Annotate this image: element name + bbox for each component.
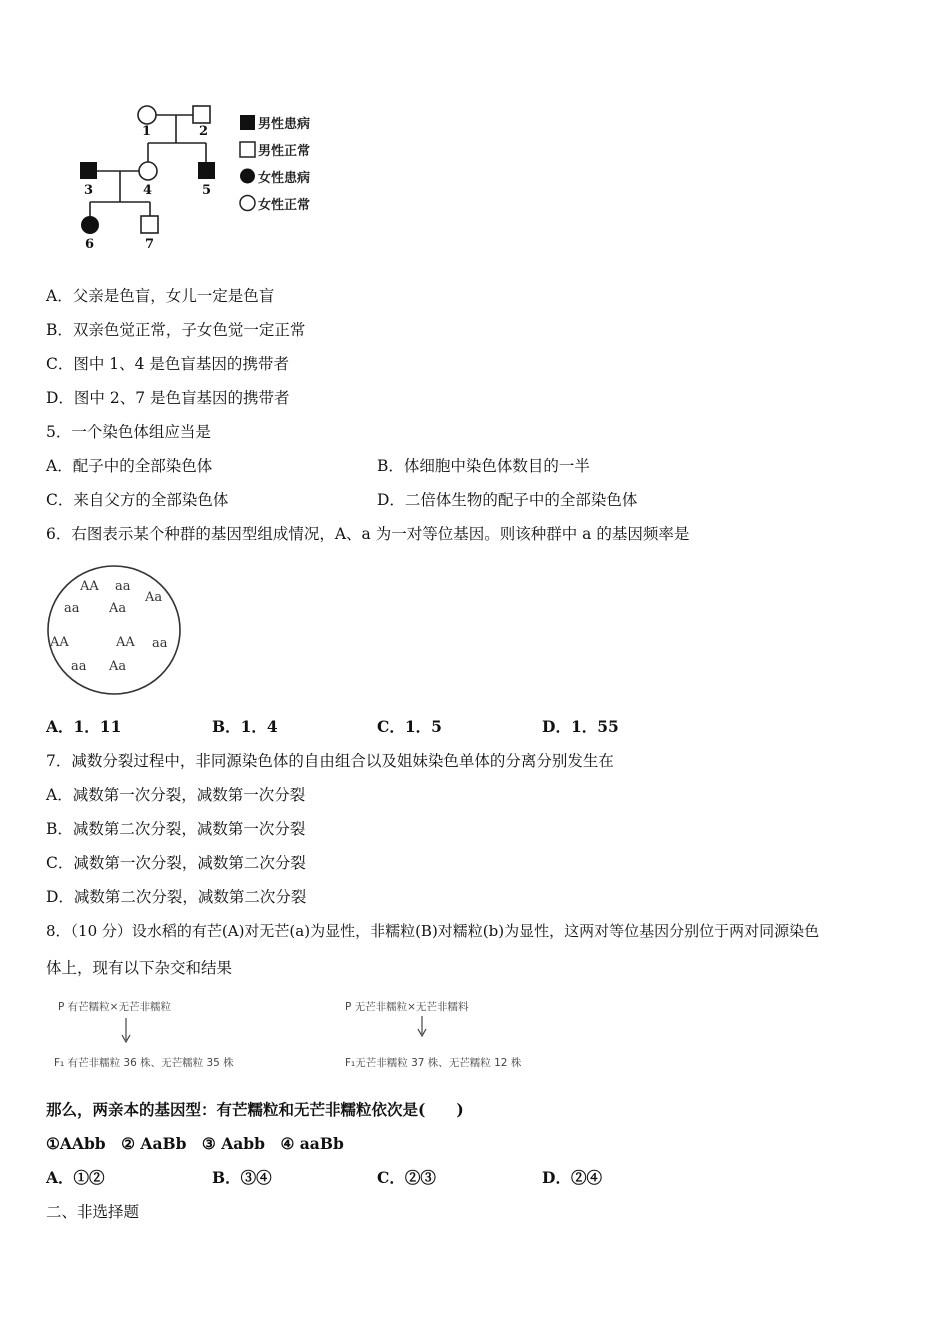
- q8-stem-line2: 体上，现有以下杂交和结果: [46, 959, 233, 977]
- q8-option-d: D．②④: [542, 1168, 602, 1187]
- q8-option-b: B．③④: [212, 1168, 272, 1187]
- individual-7-male-normal: [141, 216, 158, 233]
- population-circle-diagram: [44, 563, 184, 698]
- q8-option-c: C．②③: [377, 1168, 436, 1187]
- q8-stem-line1: 8．（10 分）设水稻的有芒(A)对无芒(a)为显性，非糯粒(B)对糯粒(b)为显性，这两对等位基因分别位于两对同源染色: [46, 922, 820, 940]
- q6-stem: 6．右图表示某个种群的基因型组成情况，A、a 为一对等位基因。则该种群中 a 的基因频率是: [46, 525, 690, 543]
- legend-female-normal-icon: [240, 196, 255, 211]
- q5-option-a: A．配子中的全部染色体: [46, 457, 213, 475]
- genotype-label: Aa: [145, 590, 163, 605]
- legend-female-normal: 女性正常: [258, 198, 311, 213]
- individual-4-female-normal: [139, 162, 157, 180]
- legend-male-normal-icon: [240, 142, 255, 157]
- q4-option-a: A．父亲是色盲，女儿一定是色盲: [46, 287, 275, 305]
- genotype-label: AA: [116, 635, 135, 650]
- individual-6-female-affected: [81, 216, 99, 234]
- q7-option-d: D．减数第二次分裂，减数第二次分裂: [46, 888, 307, 906]
- q8-question: 那么，两亲本的基因型：有芒糯粒和无芒非糯粒依次是( ): [46, 1100, 464, 1119]
- individual-3-male-affected: [80, 162, 97, 179]
- genotype-label: aa: [64, 601, 80, 616]
- q6-option-b: B．1．4: [212, 717, 278, 736]
- q8-choices: ①AAbb ② AaBb ③ Aabb ④ aaBb: [46, 1134, 344, 1153]
- q6-option-d: D．1．55: [542, 717, 619, 736]
- cross2-parents: P 无芒非糯粒×无芒非糯料: [345, 1001, 469, 1013]
- q7-stem: 7．减数分裂过程中，非同源染色体的自由组合以及姐妹染色单体的分离分别发生在: [46, 752, 614, 770]
- cross1-parents: P 有芒糯粒×无芒非糯粒: [58, 1001, 171, 1013]
- pedigree-number-6: 6: [85, 237, 95, 252]
- q6-option-c: C．1．5: [377, 717, 442, 736]
- genotype-label: AA: [50, 635, 69, 650]
- genotype-label: AA: [80, 579, 99, 594]
- q6-option-a: A．1．11: [46, 717, 122, 736]
- q7-option-b: B．减数第二次分裂，减数第一次分裂: [46, 820, 306, 838]
- genotype-label: aa: [152, 636, 168, 651]
- pedigree-number-4: 4: [143, 183, 153, 198]
- q5-option-c: C．来自父方的全部染色体: [46, 491, 229, 509]
- genotype-label: Aa: [109, 659, 127, 674]
- q5-option-b: B．体细胞中染色体数目的一半: [377, 457, 590, 475]
- genotype-label: aa: [115, 579, 131, 594]
- genotype-label: Aa: [109, 601, 127, 616]
- genotype-label: aa: [71, 659, 87, 674]
- cross2-offspring: F₁无芒非糯粒 37 株、无芒糯粒 12 株: [345, 1057, 522, 1069]
- pedigree-number-7: 7: [145, 237, 155, 252]
- pedigree-number-1: 1: [142, 124, 152, 139]
- individual-2-male-normal: [193, 106, 210, 123]
- q7-option-c: C．减数第一次分裂，减数第二次分裂: [46, 854, 306, 872]
- cross2-arrow-icon: [416, 1014, 428, 1038]
- q4-option-d: D．图中 2、7 是色盲基因的携带者: [46, 389, 290, 407]
- pedigree-number-5: 5: [202, 183, 212, 198]
- q5-stem: 5．一个染色体组应当是: [46, 423, 211, 441]
- q8-option-a: A．①②: [46, 1168, 105, 1187]
- pedigree-diagram: [70, 95, 340, 260]
- legend-female-affected-icon: [240, 169, 255, 184]
- cross1-arrow-icon: [120, 1016, 132, 1044]
- pedigree-number-3: 3: [84, 183, 94, 198]
- legend-male-affected-icon: [240, 115, 255, 130]
- q5-option-d: D．二倍体生物的配子中的全部染色体: [377, 491, 638, 509]
- legend-male-affected: 男性患病: [258, 117, 311, 132]
- cross1-offspring: F₁ 有芒非糯粒 36 株、无芒糯粒 35 株: [54, 1057, 234, 1069]
- legend-male-normal: 男性正常: [258, 144, 311, 159]
- q4-option-b: B．双亲色觉正常，子女色觉一定正常: [46, 321, 306, 339]
- q7-option-a: A．减数第一次分裂，减数第一次分裂: [46, 786, 306, 804]
- q4-option-c: C．图中 1、4 是色盲基因的携带者: [46, 355, 289, 373]
- pedigree-number-2: 2: [199, 124, 209, 139]
- section-heading: 二、非选择题: [46, 1203, 140, 1221]
- individual-5-male-affected: [198, 162, 215, 179]
- individual-1-female-normal: [138, 106, 156, 124]
- legend-female-affected: 女性患病: [258, 171, 311, 186]
